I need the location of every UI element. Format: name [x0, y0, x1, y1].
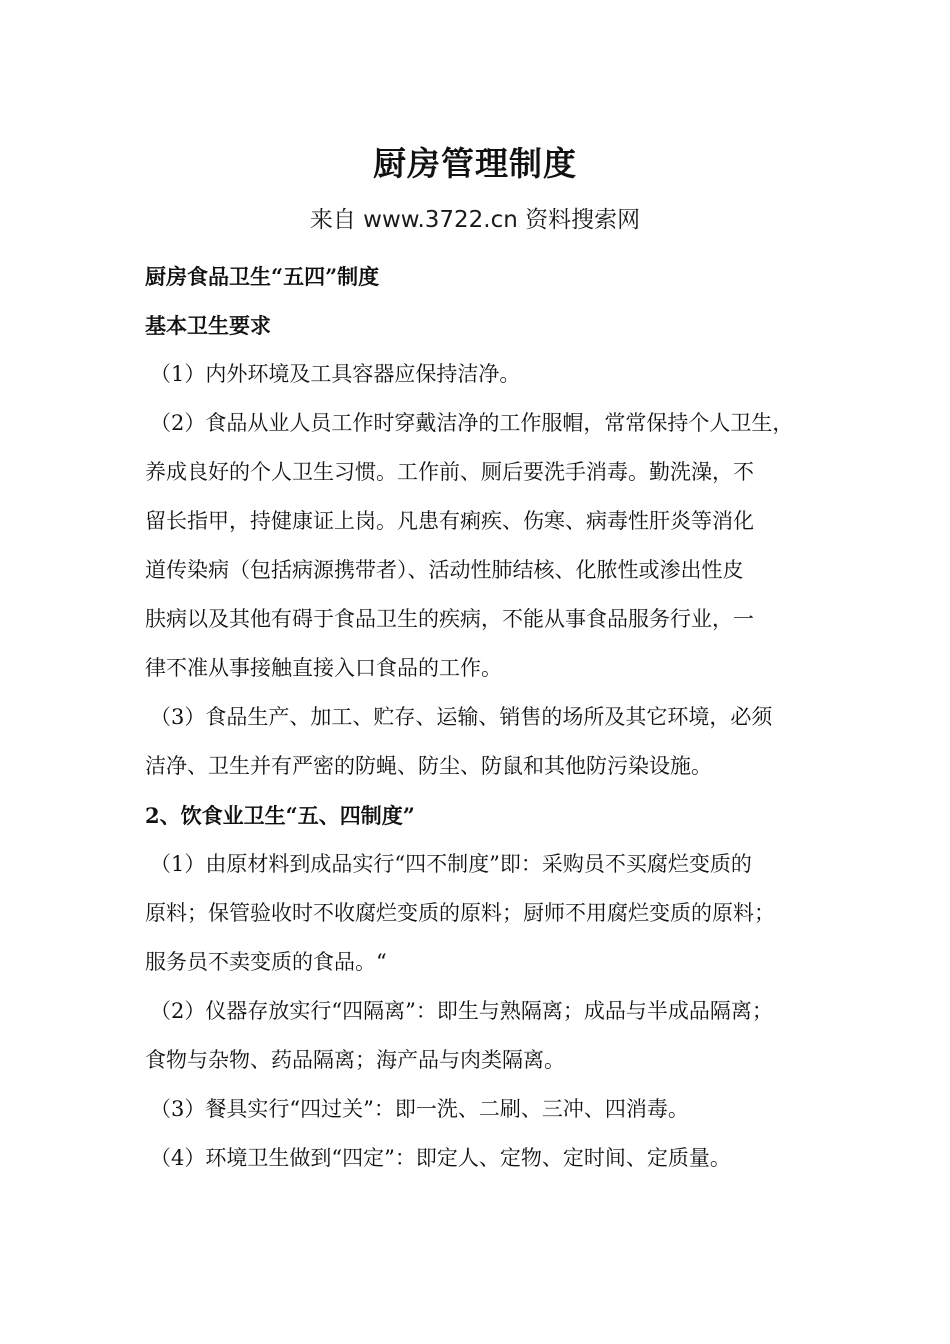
body-line: 道传染病（包括病源携带者）、活动性肺结核、化脓性或渗出性皮: [145, 558, 744, 582]
source-line: 来自 www.3722.cn 资料搜索网: [309, 207, 641, 233]
body-line-item-3: （3）餐具实行“四过关”：即一洗、二刷、三冲、四消毒。: [150, 1097, 689, 1121]
body-line-heading-2: 基本卫生要求: [145, 313, 271, 338]
body-line-heading-1: 厨房食品卫生“五四”制度: [145, 264, 380, 289]
body-line-item-1: （1）内外环境及工具容器应保持洁净。: [150, 362, 521, 386]
body-line: 养成良好的个人卫生习惯。工作前、厕后要洗手消毒。勤洗澡，不: [145, 460, 754, 484]
body-line: 律不准从事接触直接入口食品的工作。: [145, 656, 502, 680]
document-title: 厨房管理制度: [373, 144, 577, 183]
body-line-item-2: （2）仪器存放实行“四隔离”：即生与熟隔离；成品与半成品隔离；: [150, 999, 773, 1023]
body-line: 服务员不卖变质的食品。“: [145, 950, 387, 974]
body-line: 食物与杂物、药品隔离；海产品与肉类隔离。: [145, 1048, 565, 1072]
body-line-item-1: （1）由原材料到成品实行“四不制度”即：采购员不买腐烂变质的: [150, 852, 752, 876]
document-body: [145, 252, 825, 1183]
body-line: 洁净、卫生并有严密的防蝇、防尘、防鼠和其他防污染设施。: [145, 754, 712, 778]
body-line-item-3: （3）食品生产、加工、贮存、运输、销售的场所及其它环境，必须: [150, 705, 773, 729]
body-line-heading-3: 2、饮食业卫生“五、四制度”: [145, 803, 415, 828]
body-line: 留长指甲，持健康证上岗。凡患有痢疾、伤寒、病毒性肝炎等消化: [145, 509, 754, 533]
body-line-item-4: （4）环境卫生做到“四定”：即定人、定物、定时间、定质量。: [150, 1146, 731, 1170]
body-line: 肤病以及其他有碍于食品卫生的疾病，不能从事食品服务行业，一: [145, 607, 754, 631]
body-line: 原料；保管验收时不收腐烂变质的原料；厨师不用腐烂变质的原料；: [145, 901, 775, 925]
body-line-item-2: （2）食品从业人员工作时穿戴洁净的工作服帽，常常保持个人卫生，: [150, 411, 794, 435]
